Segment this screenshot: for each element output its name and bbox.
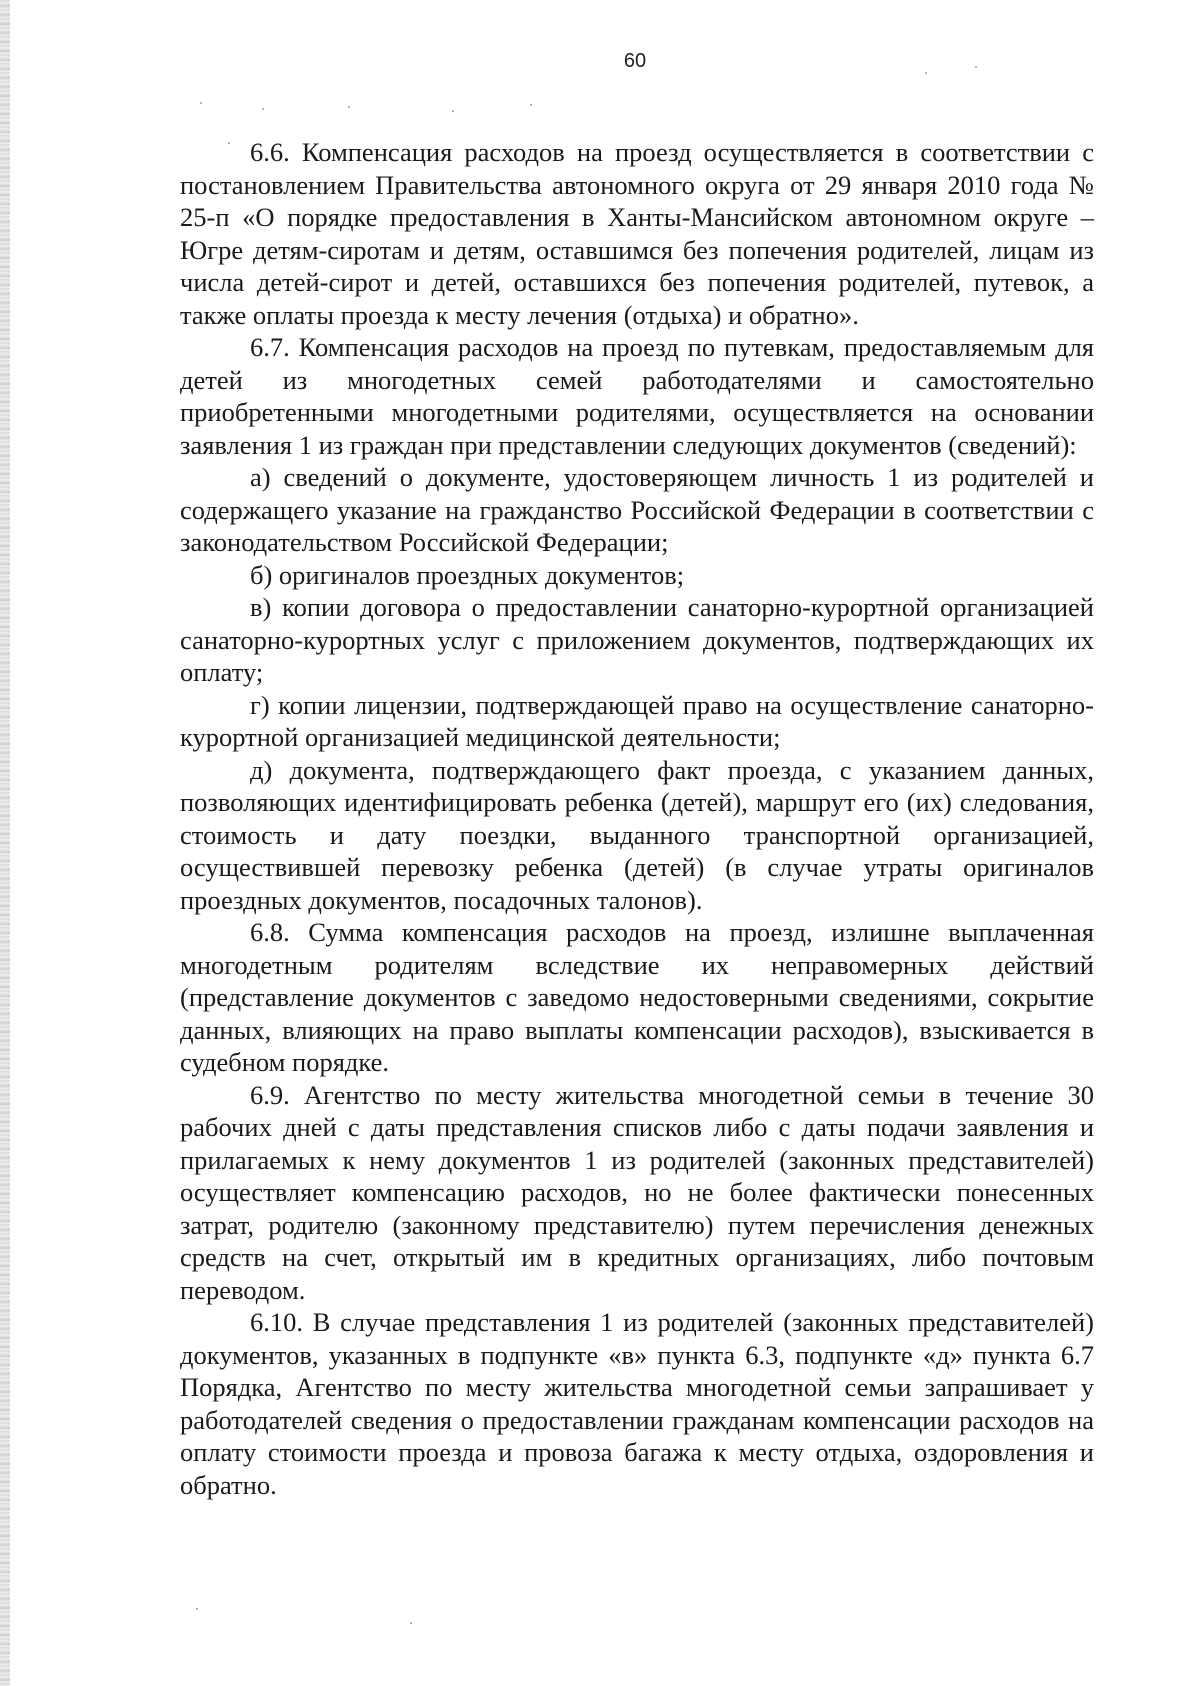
paragraph-6-9: 6.9. Агентство по месту жительства многодетной семьи в течение 30 рабочих дней с даты представления списков либо с даты подачи заявления и прилагаемых к нему документов 1 из родителей (законных представителей) осуществляет компенсацию расходов, но не более фактически понесенных затрат, родителю (законному представителю) путем перечисления денежных средств на счет, открытый им в кредитных организациях, либо почтовым переводом. bbox=[180, 1079, 1094, 1305]
scan-speck bbox=[975, 66, 977, 68]
scan-speck bbox=[262, 108, 264, 110]
scan-edge bbox=[0, 0, 10, 1686]
document-body bbox=[180, 136, 1094, 1501]
scan-speck bbox=[228, 142, 230, 144]
scan-speck bbox=[452, 110, 454, 112]
paragraph-6-10: 6.10. В случае представления 1 из родителей (законных представителей) документов, указанных в подпункте «в» пункта 6.3, подпункте «д» пункта 6.7 Порядка, Агентство по месту жительства многодетной семьи запрашивает у работодателей сведения о предоставлении гражданам компенсации расходов на оплату стоимости проезда и провоза багажа к месту отдыха, оздоровления и обратно. bbox=[180, 1307, 1094, 1500]
scan-speck bbox=[410, 1622, 412, 1624]
scan-speck bbox=[200, 102, 202, 104]
scan-speck bbox=[348, 106, 350, 108]
scan-speck bbox=[925, 72, 927, 74]
list-item-b: б) оригиналов проездных документов; bbox=[250, 559, 685, 590]
list-item-g: г) копии лицензии, подтверждающей право на осуществление санаторно-курортной организацией медицинской деятельности; bbox=[180, 689, 1094, 752]
scan-speck bbox=[196, 1608, 198, 1610]
paragraph-6-8: 6.8. Сумма компенсация расходов на проезд, излишне выплаченная многодетным родителям вследствие их неправомерных действий (представление документов с заведомо недостоверными сведениями, сокрытие данных, влияющих на право выплаты компенсации расходов), взыскивается в судебном порядке. bbox=[180, 917, 1094, 1077]
scan-speck bbox=[530, 104, 532, 106]
paragraph-6-6: 6.6. Компенсация расходов на проезд осуществляется в соответствии с постановлением Правительства автономного округа от 29 января 2010 года № 25-п «О порядке предоставления в Ханты-Мансийском автономном округе – Югре детям-сиротам и детям, оставшимся без попечения родителей, лицам из числа детей-сирот и детей, оставшихся без попечения родителей, путевок, а также оплаты проезда к месту лечения (отдыха) и обратно». bbox=[180, 137, 1094, 330]
list-item-a: а) сведений о документе, удостоверяющем личность 1 из родителей и содержащего указание на гражданство Российской Федерации в соответствии с законодательством Российской Федерации; bbox=[180, 462, 1094, 557]
list-item-v: в) копии договора о предоставлении санаторно-курортной организацией санаторно-курортных услуг с приложением документов, подтверждающих их оплату; bbox=[180, 592, 1094, 687]
page-number: 60 bbox=[623, 50, 647, 72]
list-item-d: д) документа, подтверждающего факт проезда, с указанием данных, позволяющих идентифицировать ребенка (детей), маршрут его (их) следования, стоимость и дату поездки, выданного транспортной организацией, осуществившей перевозку ребенка (детей) (в случае утраты оригиналов проездных документов, посадочных талонов). bbox=[180, 754, 1094, 915]
paragraph-6-7: 6.7. Компенсация расходов на проезд по путевкам, предоставляемым для детей из многодетных семей работодателями и самостоятельно приобретенными многодетными родителями, осуществляется на основании заявления 1 из граждан при представлении следующих документов (сведений): bbox=[180, 332, 1094, 460]
